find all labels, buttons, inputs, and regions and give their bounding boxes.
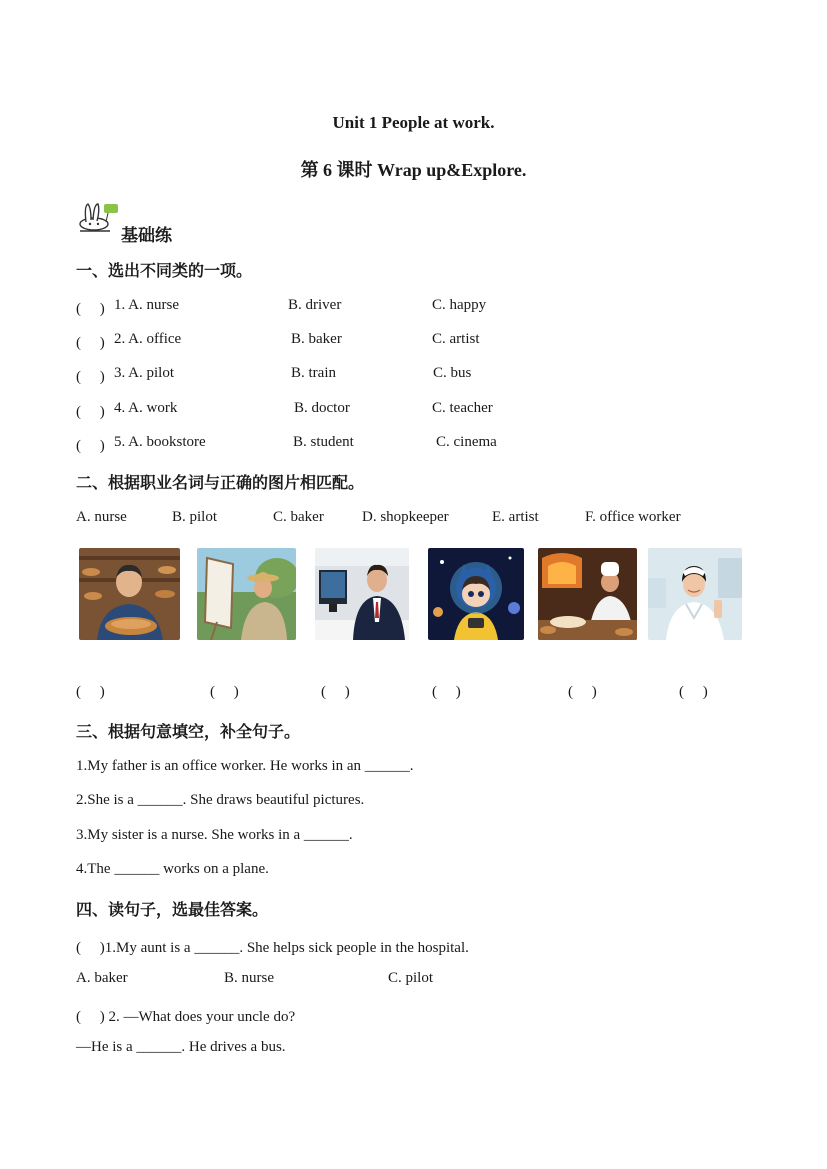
s4-q1-option-b: B. nurse — [224, 970, 274, 986]
s2-option-c: C. baker — [273, 509, 324, 525]
s1-item4-paren: ( ) — [76, 404, 105, 420]
s1-item3-a: 3. A. pilot — [114, 365, 175, 381]
s2-blank-6[interactable]: ( ) — [679, 684, 708, 700]
s3-item4: 4.The ______ works on a plane. — [76, 861, 269, 877]
section1-heading: 一、选出不同类的一项。 — [76, 261, 253, 280]
s2-blank-2[interactable]: ( ) — [210, 684, 239, 700]
s1-item3-b: B. train — [291, 365, 336, 381]
s1-item4-b: B. doctor — [294, 400, 350, 416]
s1-item1-c: C. happy — [432, 297, 487, 313]
s2-option-b: B. pilot — [172, 509, 218, 525]
s3-item2: 2.She is a ______. She draws beautiful pictures. — [76, 792, 365, 808]
s2-blank-1[interactable]: ( ) — [76, 684, 105, 700]
s1-item5-paren: ( ) — [76, 438, 105, 454]
s2-option-a: A. nurse — [76, 509, 127, 525]
s1-item5-a: 5. A. bookstore — [114, 434, 206, 450]
s1-item4-a: 4. A. work — [114, 400, 178, 416]
s4-q1-option-c: C. pilot — [388, 970, 434, 986]
s1-item1-a: 1. A. nurse — [114, 297, 179, 313]
s2-option-f: F. office worker — [585, 509, 681, 525]
baker-picture — [538, 548, 637, 640]
section2-heading: 二、根据职业名词与正确的图片相匹配。 — [76, 473, 365, 492]
s2-option-d: D. shopkeeper — [362, 509, 449, 525]
s1-item1-b: B. driver — [288, 297, 342, 313]
s3-item3: 3.My sister is a nurse. She works in a ______. — [76, 827, 353, 843]
s1-item1-paren: ( ) — [76, 301, 105, 317]
s2-blank-5[interactable]: ( ) — [568, 684, 597, 700]
s3-item1: 1.My father is an office worker. He works in an ______. — [76, 758, 414, 774]
rabbit-mascot-icon — [76, 200, 120, 234]
office-worker-picture — [315, 548, 409, 640]
s2-blank-4[interactable]: ( ) — [432, 684, 461, 700]
s1-item2-c: C. artist — [432, 331, 480, 347]
s1-item4-c: C. teacher — [432, 400, 493, 416]
lesson-subtitle: 第 6 课时 Wrap up&Explore. — [300, 160, 527, 180]
cartoon-pilot-picture — [428, 548, 524, 640]
s4-question2: ( ) 2. —What does your uncle do? — [76, 1009, 296, 1025]
s1-item5-c: C. cinema — [436, 434, 497, 450]
page-title: Unit 1 People at work. — [332, 113, 495, 132]
s1-item5-b: B. student — [293, 434, 354, 450]
artist-picture — [197, 548, 296, 640]
shopkeeper-picture — [79, 548, 180, 640]
section3-heading: 三、根据句意填空，补全句子。 — [76, 722, 301, 741]
s1-item2-a: 2. A. office — [114, 331, 182, 347]
s4-q1-option-a: A. baker — [76, 970, 128, 986]
s2-option-e: E. artist — [492, 509, 539, 525]
nurse-picture — [648, 548, 742, 640]
section4-heading: 四、读句子，选最佳答案。 — [76, 900, 269, 919]
s4-question1: ( )1.My aunt is a ______. She helps sick people in the hospital. — [76, 940, 469, 956]
s1-item2-b: B. baker — [291, 331, 342, 347]
s1-item2-paren: ( ) — [76, 335, 105, 351]
s1-item3-paren: ( ) — [76, 369, 105, 385]
practice-label: 基础练 — [121, 226, 172, 246]
s2-blank-3[interactable]: ( ) — [321, 684, 350, 700]
s4-q2-answer-line: —He is a ______. He drives a bus. — [76, 1039, 286, 1055]
s1-item3-c: C. bus — [433, 365, 472, 381]
